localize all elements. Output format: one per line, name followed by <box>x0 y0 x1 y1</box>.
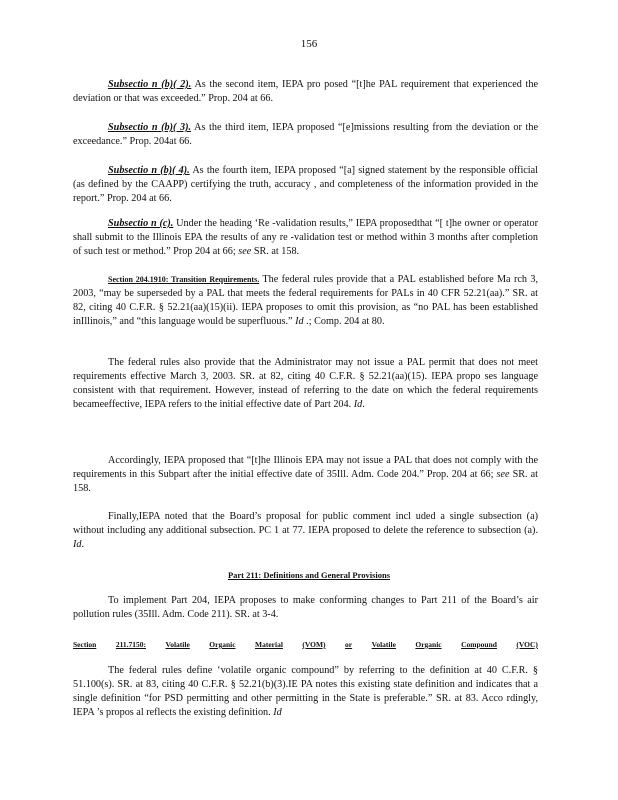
subsection-heading: Subsectio n (b)( 4). <box>108 165 190 176</box>
subsection-heading: Subsectio n (b)( 3). <box>108 122 192 133</box>
heading-word: Volatile <box>371 640 396 649</box>
paragraph-administrator <box>73 356 538 412</box>
citation-id: Id <box>73 539 82 550</box>
heading-word: Volatile <box>165 640 190 649</box>
paragraph-subsection-b4 <box>73 164 538 206</box>
paragraph-text: As the second item, IEPA pro posed “[t]he PAL requirement that experienced the deviation or that was exceeded.” Prop. 204 at 66. <box>73 79 538 104</box>
paragraph-text: Finally,IEPA noted that the Board’s proposal for public comment incl uded a single subsection (a) without including any additional subsection. PC 1 at 77. IEPA proposed to delete the reference to subsection (a). <box>73 511 538 536</box>
paragraph-finally <box>73 510 538 552</box>
subsection-heading: Subsectio n (c). <box>108 218 174 229</box>
citation-id: Id <box>295 316 304 327</box>
citation-see: see <box>496 469 510 480</box>
paragraph-text: Accordingly, IEPA proposed that “[t]he Illinois EPA may not issue a PAL that does not comply with the requirements in this Subpart after the initial effective date of 35Ill. Adm. Code 204.” Prop. 204 at 66; <box>73 455 538 480</box>
paragraph-text: As the fourth item, IEPA proposed “[a] signed statement by the responsible official (as defined by the CAAPP) certifying the truth, accuracy , and completeness of the information provided in the report.” Prop. 204 at 66. <box>73 165 538 204</box>
paragraph-voc-definition <box>73 664 538 720</box>
heading-word: Organic <box>415 640 442 649</box>
heading-word: Section <box>73 640 97 649</box>
heading-word: 211.7150: <box>115 640 147 649</box>
part-211-heading: Part 211: Definitions and General Provisions <box>227 570 391 580</box>
section-heading: Section 204.1910: Transition Requirements. <box>108 275 260 284</box>
citation-id: Id <box>273 707 282 718</box>
paragraph-text: To implement Part 204, IEPA proposes to make conforming changes to Part 211 of the Board’s air pollution rules (35Ill. Adm. Code 211). SR. at 3-4. <box>73 595 538 620</box>
heading-word: Organic <box>209 640 236 649</box>
page-number: 156 <box>300 38 318 50</box>
paragraph-tail: . <box>81 539 85 550</box>
subsection-heading: Subsectio n (b)( 2). <box>108 79 192 90</box>
section-211-7150-heading <box>73 640 538 649</box>
paragraph-tail: SR. at 158. <box>73 469 538 494</box>
paragraph-subsection-c <box>73 217 538 259</box>
paragraph-text: The federal rules also provide that the Administrator may not issue a PAL permit that does not meet requirements effective March 3, 2003. SR. at 82, citing 40 C.F.R. § 52.21(aa)(15). IEPA propo ses language consistent with that requirement. However, instead of referring to the date on which the federal requirements becameeffective, IEPA refers to the initial effective date of Part 204. <box>73 357 538 410</box>
paragraph-tail: SR. at 158. <box>251 246 300 257</box>
heading-word: or <box>345 640 353 649</box>
citation-see: see <box>238 246 252 257</box>
paragraph-tail: . <box>362 399 365 410</box>
paragraph-accordingly <box>73 454 538 496</box>
heading-word: (VOC) <box>516 640 538 649</box>
heading-word: Compound <box>461 640 497 649</box>
heading-word: Material <box>255 640 283 649</box>
paragraph-part-211 <box>73 594 538 622</box>
paragraph-subsection-b3 <box>73 121 538 149</box>
paragraph-text: The federal rules provide that a PAL established before Ma rch 3, 2003, “may be superseded by a PAL that meets the federal requirements for PALs in 40 CFR 52.21(aa).” SR. at 82, citing 40 C.F.R. § 52.21(aa)(15)(ii). IEPA proposes to omit this provision, as “no PAL has been established inIllinois,” and “this language would be superfluous.” <box>73 274 538 327</box>
paragraph-section-204-1910 <box>73 273 538 329</box>
heading-word: (VOM) <box>302 640 326 649</box>
paragraph-text: As the third item, IEPA proposed “[e]missions resulting from the deviation or the exceedance.” Prop. 204at 66. <box>73 122 538 147</box>
paragraph-subsection-b2 <box>73 78 538 106</box>
paragraph-text: The federal rules define ‘volatile organic compound” by referring to the definition at 40 C.F.R. § 51.100(s). SR. at 83, citing 40 C.F.R. § 52.21(b)(3).IE PA notes this existing state definition and indicates that a single definition “for PSD permitting and other permitting in the State is preferable.” SR. at 83. Acco rdingly, IEPA ’s propos al reflects the existing definition. <box>73 665 538 718</box>
citation-id: Id <box>353 399 363 410</box>
paragraph-tail: .; Comp. 204 at 80. <box>303 316 385 327</box>
paragraph-text: Under the heading ‘Re -validation results,” IEPA proposedthat “[ t]he owner or operator shall submit to the Illinois EPA the results of any re -validation test or method within 3 months after completion of such test or method.” Prop 204 at 66; <box>73 218 538 257</box>
